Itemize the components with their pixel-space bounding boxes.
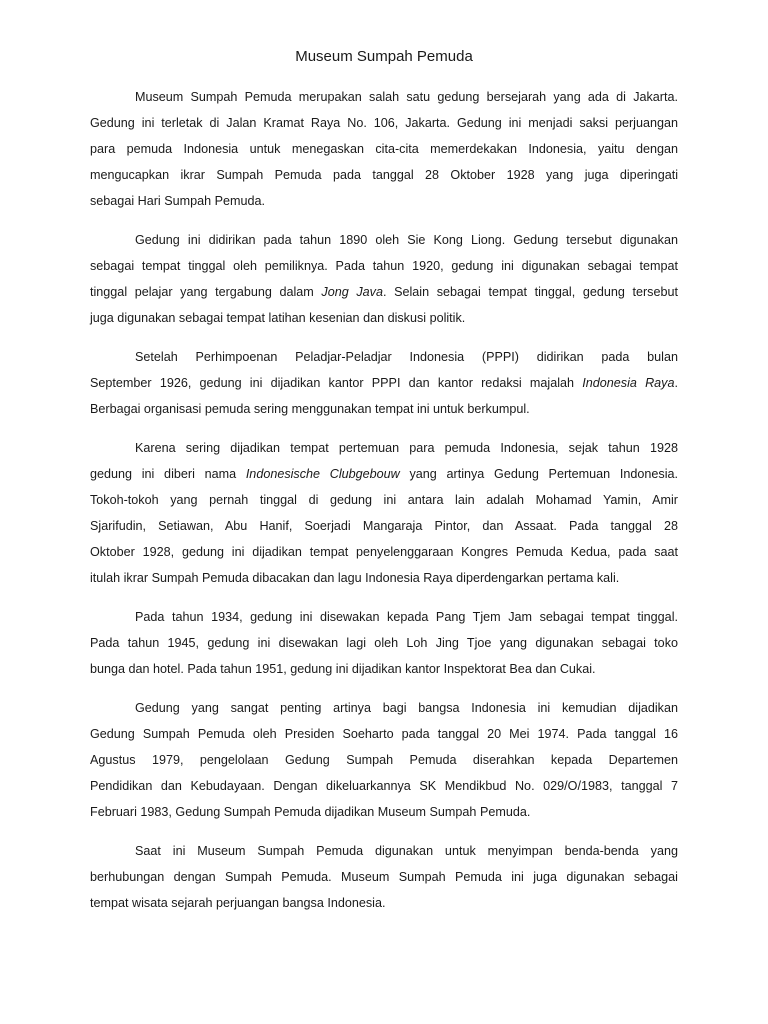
text-line: Gedung ini terletak di Jalan Kramat Raya No. 106, Jakarta. Gedung ini menjadi saksi perjuangan — [90, 116, 678, 130]
text-line: Gedung ini didirikan pada tahun 1890 oleh Sie Kong Liong. Gedung tersebut digunakan — [135, 233, 678, 247]
text-segment: tinggal pelajar yang tergabung dalam — [90, 285, 322, 299]
text-line: sebagai tempat tinggal oleh pemiliknya. Pada tahun 1920, gedung ini digunakan sebagai tempat — [90, 259, 678, 273]
text-segment: . — [674, 376, 678, 390]
text-line: Agustus 1979, pengelolaan Gedung Sumpah Pemuda diserahkan kepada Departemen — [90, 753, 678, 767]
text-line: sebagai Hari Sumpah Pemuda. — [90, 194, 266, 208]
text-line: Karena sering dijadikan tempat pertemuan para pemuda Indonesia, sejak tahun 1928 — [135, 441, 678, 455]
paragraph — [90, 435, 678, 591]
text-line: berhubungan dengan Sumpah Pemuda. Museum Sumpah Pemuda ini juga digunakan sebagai — [90, 870, 678, 884]
text-line: Museum Sumpah Pemuda merupakan salah satu gedung bersejarah yang ada di Jakarta. — [135, 90, 678, 104]
text-line: mengucapkan ikrar Sumpah Pemuda pada tanggal 28 Oktober 1928 yang juga diperingati — [90, 168, 678, 182]
text-line: Sjarifudin, Setiawan, Abu Hanif, Soerjadi Mangaraja Pintor, dan Assaat. Pada tanggal 28 — [90, 519, 678, 533]
text-segment: gedung ini diberi nama — [90, 467, 246, 481]
paragraph — [90, 604, 678, 682]
paragraph — [90, 695, 678, 825]
text-line: para pemuda Indonesia untuk menegaskan cita-cita memerdekakan Indonesia, yaitu dengan — [90, 142, 678, 156]
paragraph — [90, 838, 678, 916]
italic-text: Indonesische Clubgebouw — [245, 467, 400, 481]
text-line: Pendidikan dan Kebudayaan. Dengan dikeluarkannya SK Mendikbud No. 029/O/1983, tanggal 7 — [90, 779, 678, 793]
text-line: Tokoh-tokoh yang pernah tinggal di gedung ini antara lain adalah Mohamad Yamin, Amir — [90, 493, 678, 507]
paragraph — [90, 344, 678, 422]
document-body — [90, 84, 678, 929]
text-line: Pada tahun 1934, gedung ini disewakan kepada Pang Tjem Jam sebagai tempat tinggal. — [135, 610, 678, 624]
text-line — [90, 461, 678, 487]
text-segment: yang artinya Gedung Pertemuan Indonesia. — [399, 467, 678, 481]
text-line: bunga dan hotel. Pada tahun 1951, gedung ini dijadikan kantor Inspektorat Bea dan Cukai. — [90, 662, 596, 676]
text-line: juga digunakan sebagai tempat latihan kesenian dan diskusi politik. — [90, 311, 466, 325]
paragraph — [90, 227, 678, 331]
text-line: Gedung yang sangat penting artinya bagi bangsa Indonesia ini kemudian dijadikan — [135, 701, 678, 715]
text-line: Setelah Perhimpoenan Peladjar-Peladjar Indonesia (PPPI) didirikan pada bulan — [135, 350, 678, 364]
text-line: Oktober 1928, gedung ini dijadikan tempat penyelenggaraan Kongres Pemuda Kedua, pada saat — [90, 545, 678, 559]
italic-text: Indonesia Raya — [582, 376, 675, 390]
text-segment: September 1926, gedung ini dijadikan kantor PPPI dan kantor redaksi majalah — [90, 376, 583, 390]
paragraph — [90, 84, 678, 214]
text-line: Pada tahun 1945, gedung ini disewakan lagi oleh Loh Jing Tjoe yang digunakan sebagai toko — [90, 636, 678, 650]
italic-text: Jong Java — [321, 285, 383, 299]
text-line — [90, 370, 678, 396]
text-line: Februari 1983, Gedung Sumpah Pemuda dijadikan Museum Sumpah Pemuda. — [90, 805, 531, 819]
text-line: Gedung Sumpah Pemuda oleh Presiden Soeharto pada tanggal 20 Mei 1974. Pada tanggal 16 — [90, 727, 678, 741]
text-line: Saat ini Museum Sumpah Pemuda digunakan untuk menyimpan benda-benda yang — [135, 844, 678, 858]
text-line: Berbagai organisasi pemuda sering menggunakan tempat ini untuk berkumpul. — [90, 402, 530, 416]
text-line: itulah ikrar Sumpah Pemuda dibacakan dan lagu Indonesia Raya diperdengarkan pertama kali. — [90, 571, 620, 585]
text-line: tempat wisata sejarah perjuangan bangsa Indonesia. — [90, 896, 386, 910]
text-line — [90, 279, 678, 305]
text-segment: . Selain sebagai tempat tinggal, gedung tersebut — [382, 285, 678, 299]
document-title: Museum Sumpah Pemuda — [295, 48, 473, 65]
